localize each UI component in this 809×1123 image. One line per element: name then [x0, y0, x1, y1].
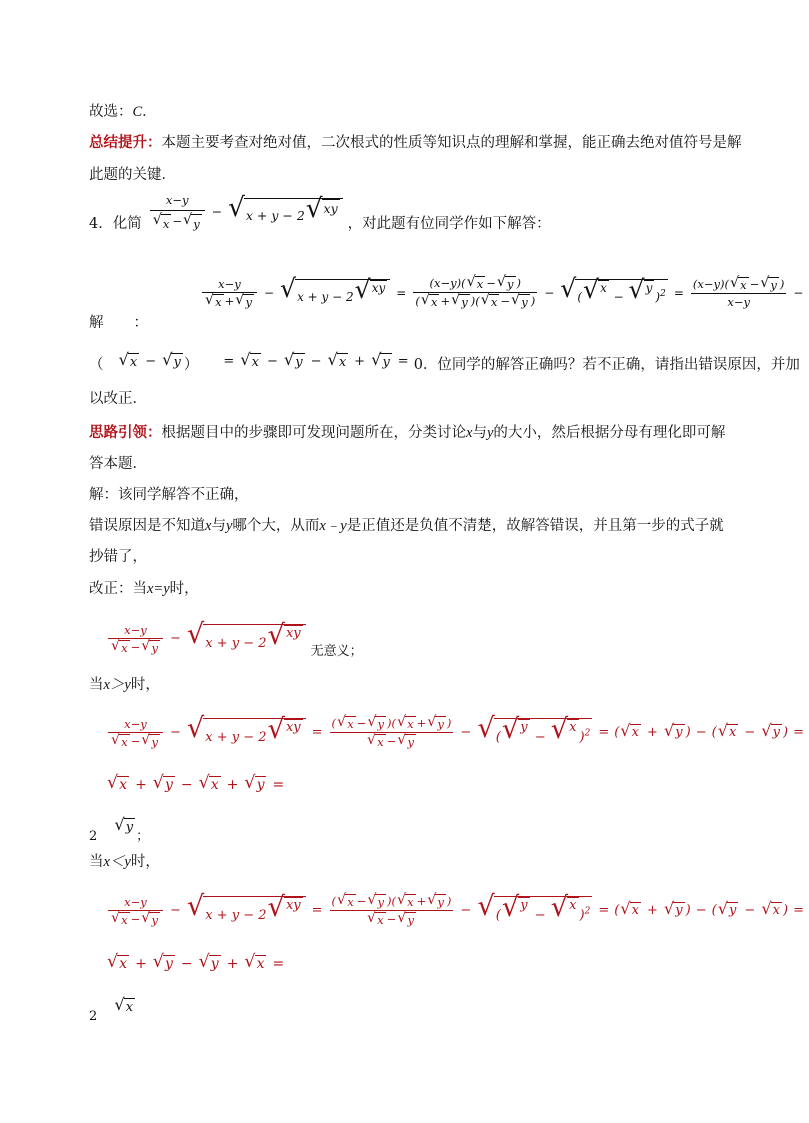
summary-line-2	[89, 166, 176, 184]
summary-label: 总结提升：	[89, 134, 162, 151]
question-number: 4．化简	[89, 216, 142, 232]
student-line-3: 以改正．	[89, 391, 147, 407]
summary-line-1	[89, 134, 742, 152]
case-greater-result: 2 √ y ；	[89, 815, 150, 844]
student-jie: 解 ：	[89, 315, 148, 331]
question-4-line	[89, 193, 551, 233]
summary-text-2: 此题的关键．	[89, 167, 176, 183]
answer-line	[89, 103, 157, 121]
student-equation: x−y √ x + √ y − √ x + y − 2 √ xy = (x−y)( √ x − √ y ) ( √ x + √ y )( √ x − √ y ) − √ ( √ x − √ y )$^2$ = (x−y)( √ x − √ y ) x−y −	[200, 276, 808, 309]
case-less-label: 当x＜y时，	[89, 854, 160, 870]
student-line-2: （ √ x − √ y ） = √ x − √ y − √ x + √ y = 0．位同学的解答正确吗？若不正确，请指出错误原因，并加	[89, 349, 800, 373]
answer-prefix: 故选：	[89, 104, 133, 120]
solution-line-2: 错误原因是不知道x与y哪个大，从而x﹣y是正值还是负值不清楚，故解答错误，并且第一步的式子就	[89, 518, 724, 534]
hint-line-1: 思路引领：根据题目中的步骤即可发现问题所在，分类讨论x与y的大小，然后根据分母有理化即可解	[89, 424, 726, 441]
solution-line-1: 解：该同学解答不正确，	[89, 487, 249, 503]
case-less-expression: x−y √ x − √ y − √ x + y − 2 √ xy = ( √ x − √ y )( √ x + √ y ) √ x − √ y − √ ( √ y − √ x )$^2$ = ( √ x + √ y ) − ( √ y − √ x ) =	[106, 894, 809, 927]
case-less-result: 2 √ x	[89, 995, 134, 1024]
hint-label: 思路引领：	[89, 424, 162, 441]
undefined-text: 无意义；	[310, 644, 363, 659]
answer-letter: C	[132, 104, 143, 120]
question-expression: x−y √ x − √ y − √ x + y − 2 √ xy	[148, 191, 344, 233]
case-equal-expression: x−y √ x − √ y − √ x + y − 2 √ xy 无意义；	[106, 618, 363, 659]
case-greater-expression-2: √ x + √ y − √ x + √ y =	[107, 773, 285, 793]
student-tail: 0．位同学的解答正确吗？若不正确，请指出错误原因，并加	[413, 357, 800, 373]
case-greater-expression: x−y √ x − √ y − √ x + y − 2 √ xy = ( √ x − √ y )( √ x + √ y ) √ x − √ y − √ ( √ y − √ x )$^2$ = ( √ x + √ y ) − ( √ x − √ y ) =	[106, 716, 809, 749]
case-greater-label: 当x＞y时，	[89, 677, 160, 693]
hint-line-2: 答本题．	[89, 456, 147, 472]
answer-suffix: ．	[142, 104, 157, 120]
question-after: ，对此题有位同学作如下解答：	[347, 216, 551, 232]
summary-text-1: 本题主要考查对绝对值，二次根式的性质等知识点的理解和掌握，能正确去绝对值符号是解	[161, 135, 742, 151]
solution-line-4: 改正：当x=y时，	[89, 581, 199, 597]
case-less-expression-2: √ x + √ y − √ y + √ x =	[107, 952, 285, 972]
solution-line-3: 抄错了，	[89, 549, 147, 565]
